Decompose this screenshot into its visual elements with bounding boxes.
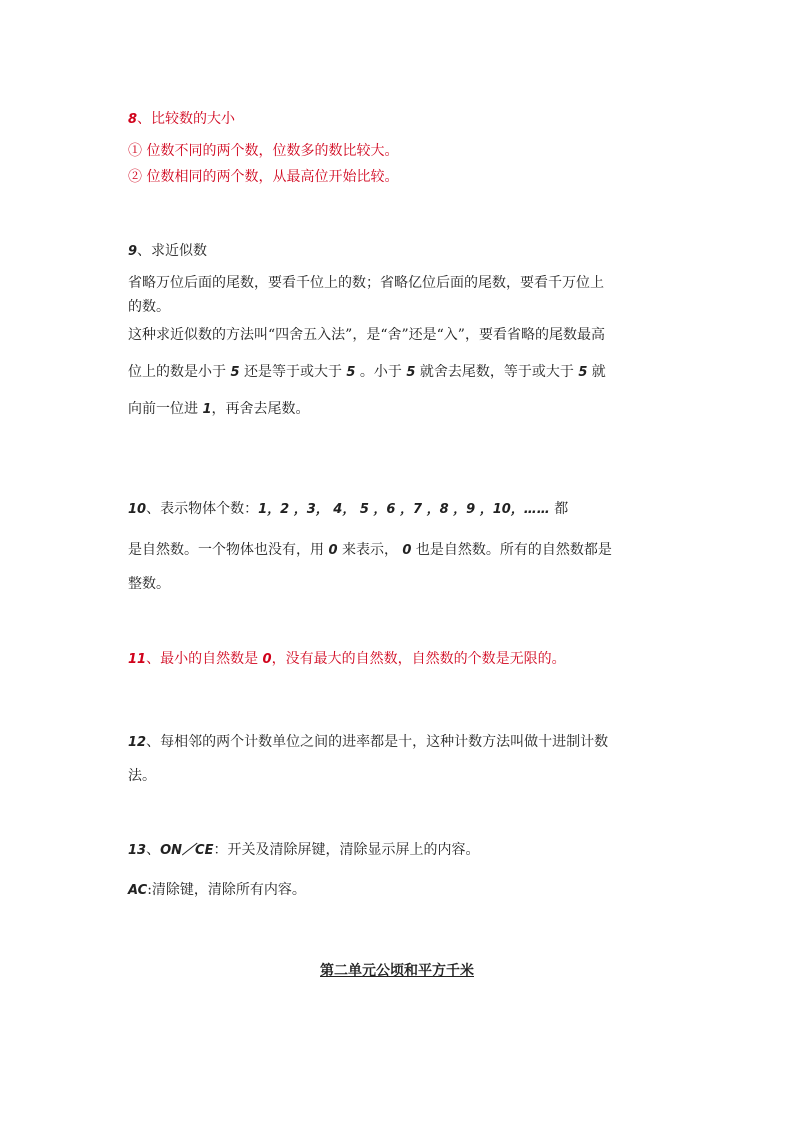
number: 0 — [262, 652, 272, 667]
text: 表示物体个数： — [160, 501, 259, 517]
paragraph-line — [128, 539, 673, 559]
number: 0 — [402, 543, 412, 558]
section-title: 比较数的大小 — [151, 111, 236, 127]
text: ：开关及清除屏键，清除显示屏上的内容。 — [213, 842, 480, 858]
key-label: AC — [128, 883, 148, 898]
paragraph-line — [128, 879, 673, 899]
section-number: 9 — [128, 244, 138, 259]
paragraph-line — [128, 839, 673, 859]
paragraph-line: 的数。 — [128, 299, 170, 315]
text: 来表示， — [337, 542, 403, 558]
paragraph-line: 省略万位后面的尾数，要看千位上的数；省略亿位后面的尾数，要看千万位上 — [128, 275, 604, 291]
text: 是自然数。一个物体也没有，用 — [128, 542, 329, 558]
section-8 — [128, 108, 673, 186]
text: 。小于 — [355, 364, 407, 380]
section-title: 求近似数 — [151, 243, 208, 259]
number: 5 — [406, 365, 416, 380]
number: 0 — [328, 543, 338, 558]
text: 就 — [587, 364, 606, 380]
paragraph-line: 整数。 — [128, 576, 170, 592]
text: 也是自然数。所有的自然数都是 — [411, 542, 612, 558]
unit-title: 第二单元公顷和平方千米 — [320, 963, 474, 979]
separator: 、 — [146, 651, 161, 667]
section-12 — [128, 731, 673, 785]
number: 1 — [202, 402, 212, 417]
section-number: 13 — [128, 843, 147, 858]
text: 向前一位进 — [128, 401, 203, 417]
separator: 、 — [146, 842, 161, 858]
separator: 、 — [137, 243, 152, 259]
number: 5 — [346, 365, 356, 380]
number-sequence: 1，2 ，3， 4， 5 ，6 ，7 ，8 ，9 ，10，…… — [258, 502, 550, 517]
rule-2: ② 位数相同的两个数，从最高位开始比较。 — [128, 169, 399, 185]
key-label: ON／CE — [160, 843, 214, 858]
paragraph-line — [128, 498, 673, 518]
section-13 — [128, 839, 673, 899]
paragraph-line — [128, 398, 673, 418]
text: 每相邻的两个计数单位之间的进率都是十，这种计数方法叫做十进制计数 — [160, 734, 609, 750]
rule-1: ① 位数不同的两个数，位数多的数比较大。 — [128, 143, 399, 159]
text: ，没有最大的自然数，自然数的个数是无限的。 — [271, 651, 566, 667]
section-9-heading — [128, 240, 673, 260]
section-11 — [128, 648, 673, 668]
paragraph-line: 法。 — [128, 768, 156, 784]
text: ，再舍去尾数。 — [211, 401, 310, 417]
text: 都 — [549, 501, 569, 517]
text: 最小的自然数是 — [160, 651, 263, 667]
text: 就舍去尾数，等于或大于 — [415, 364, 579, 380]
number: 5 — [230, 365, 240, 380]
section-9 — [128, 240, 673, 418]
paragraph-line — [128, 648, 673, 668]
separator: 、 — [137, 111, 152, 127]
number: 5 — [578, 365, 588, 380]
text: 还是等于或大于 — [239, 364, 347, 380]
paragraph-line — [128, 361, 673, 381]
section-8-heading — [128, 108, 673, 128]
section-number: 8 — [128, 112, 138, 127]
section-10 — [128, 498, 673, 593]
separator: 、 — [146, 734, 161, 750]
text: :清除键，清除所有内容。 — [147, 882, 306, 898]
text: 位上的数是小于 — [128, 364, 231, 380]
paragraph-line: 这种求近似数的方法叫“四舍五入法”，是“舍”还是“入”，要看省略的尾数最高 — [128, 327, 605, 343]
paragraph-line — [128, 731, 673, 751]
section-number: 10 — [128, 502, 147, 517]
section-number: 12 — [128, 735, 147, 750]
section-number: 11 — [128, 652, 147, 667]
separator: 、 — [146, 501, 161, 517]
